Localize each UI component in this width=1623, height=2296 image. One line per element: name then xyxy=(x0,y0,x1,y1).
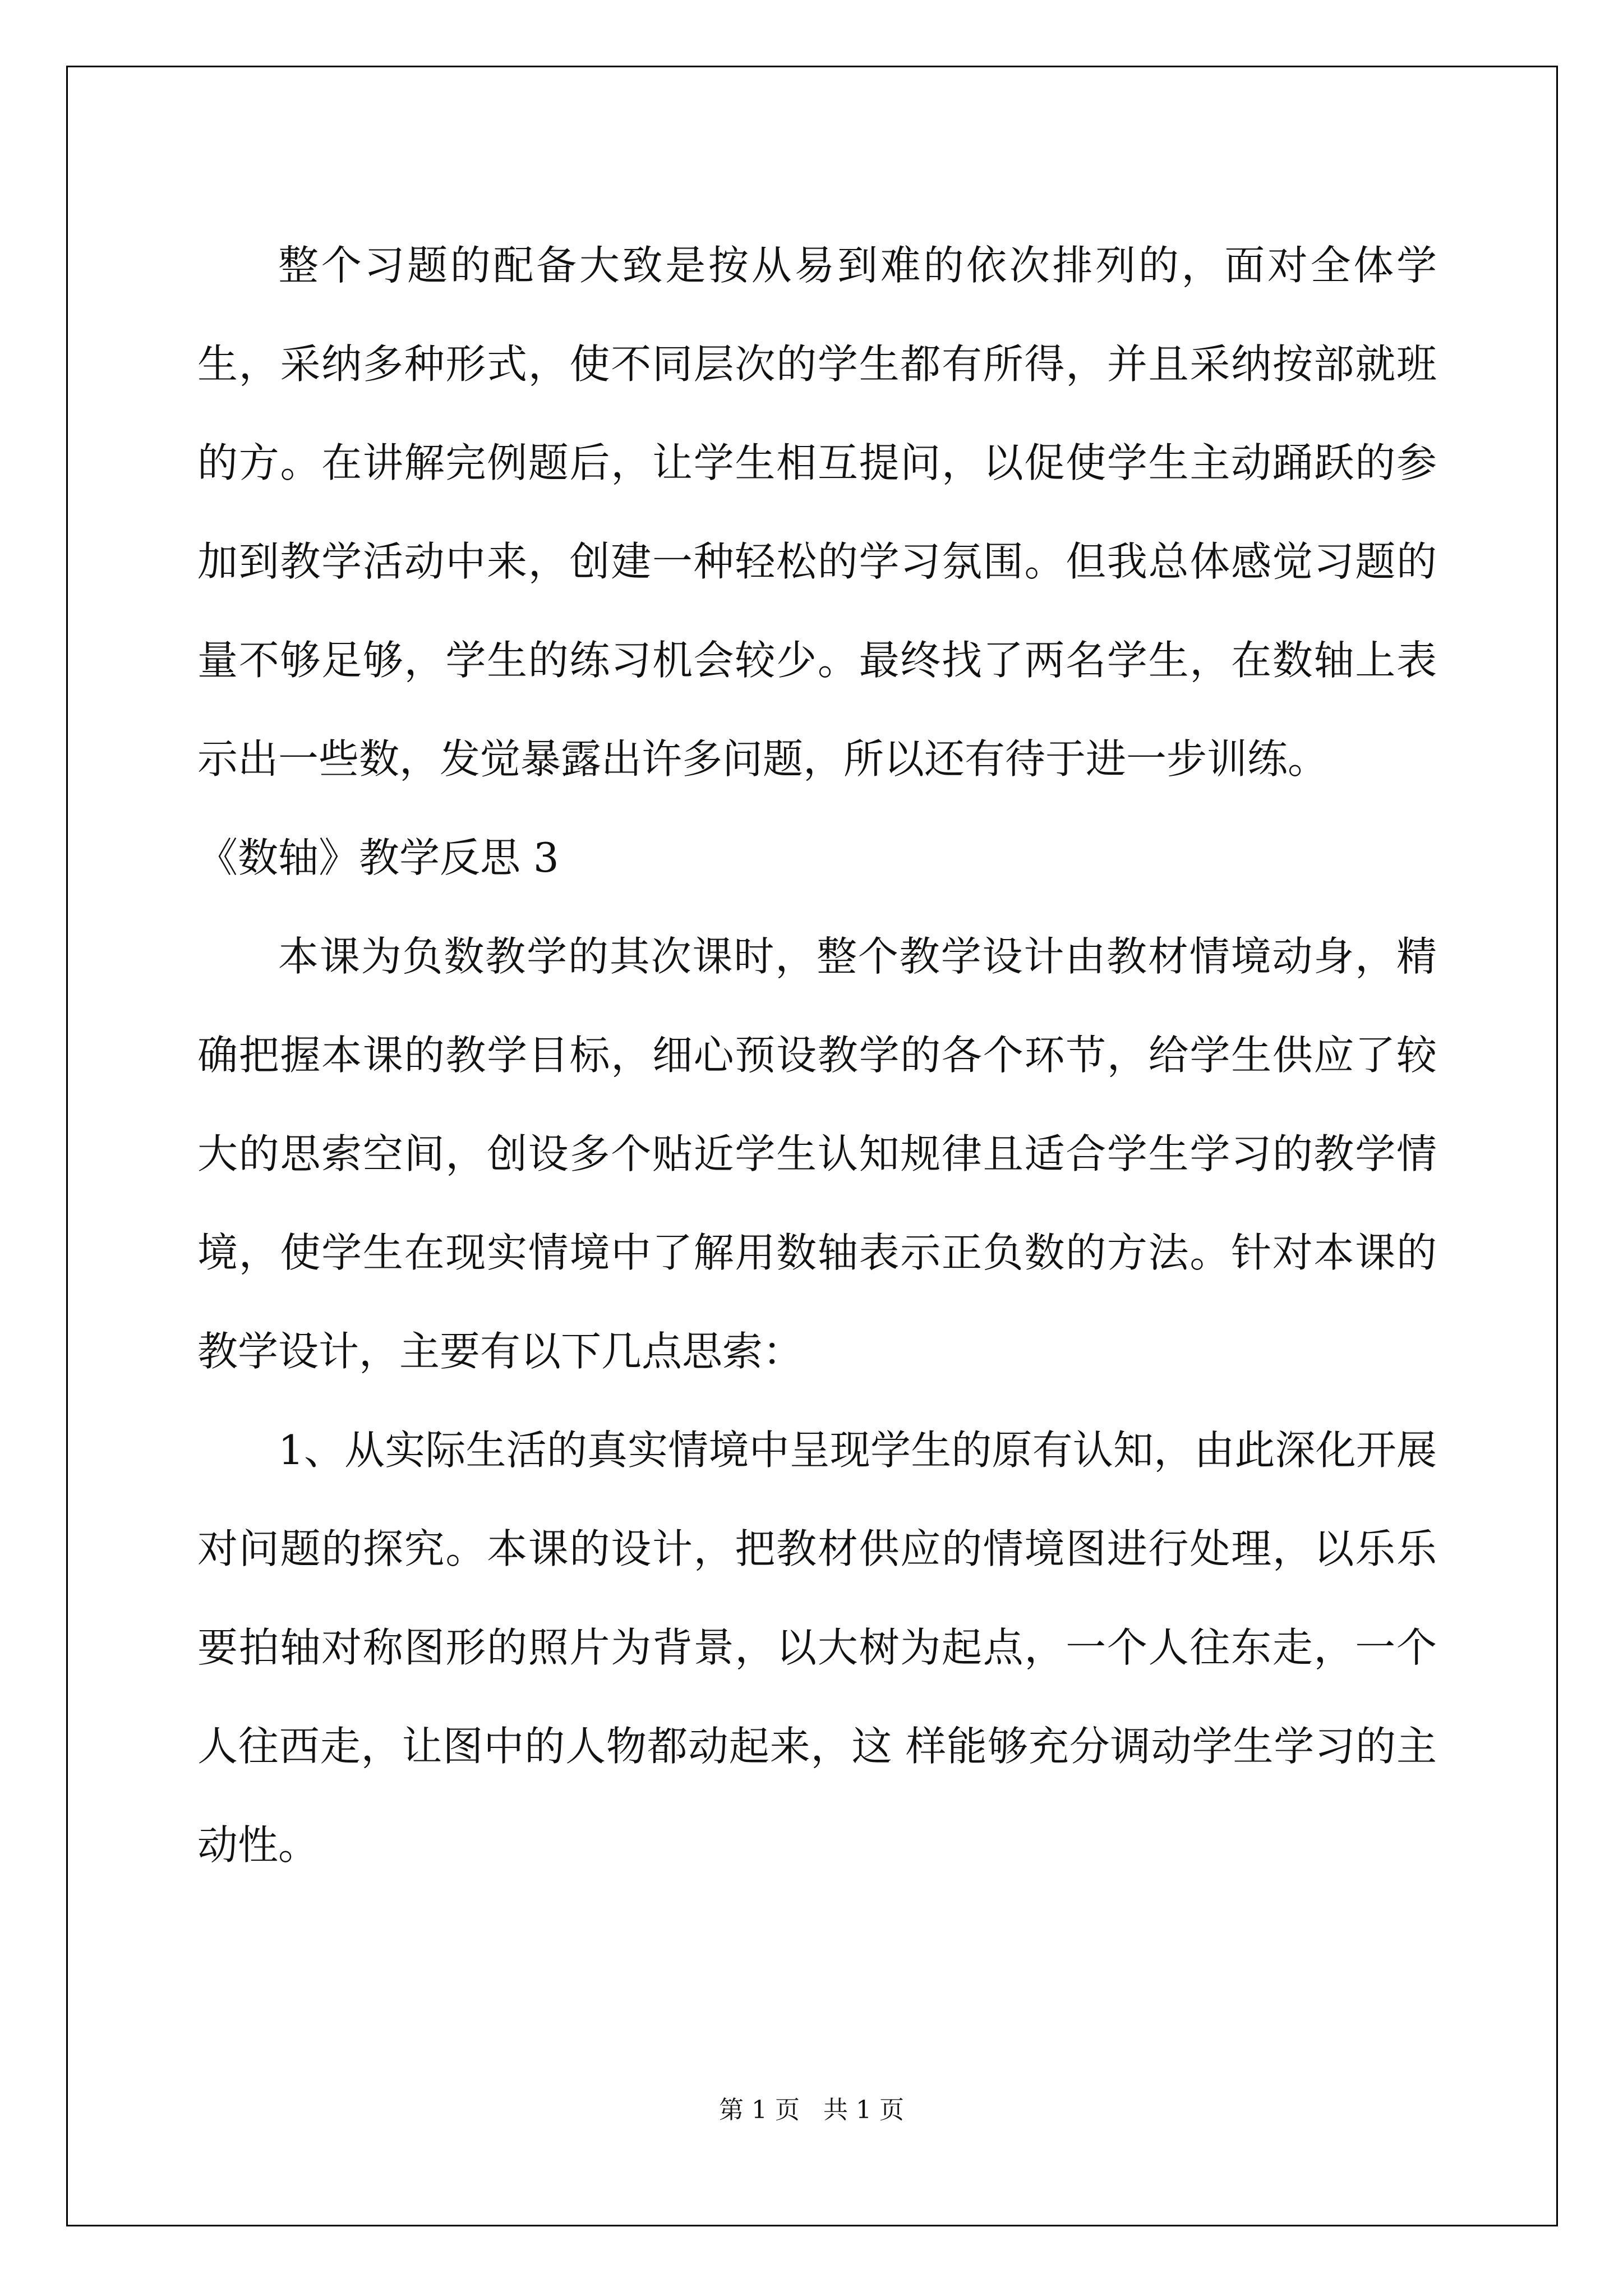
paragraph-lesson-design: 本课为负数教学的其次课时，整个教学设计由教材情境动身，精确把握本课的教学目标，细心预设教学的各个环节，给学生供应了较大的思索空间，创设多个贴近学生认知规律且适合学生学习的教学情境，使学生在现实情境中了解用数轴表示正负数的方法。针对本课的教学设计，主要有以下几点思索： xyxy=(197,933,1437,1375)
paragraph-exercise-arrangement: 整个习题的配备大致是按从易到难的依次排列的，面对全体学生，采纳多种形式，使不同层次的学生都有所得，并且采纳按部就班的方。在讲解完例题后，让学生相互提问，以促使学生主动踊跃的参加到教学活动中来，创建一种轻松的学习氛围。但我总体感觉习题的量不够足够，学生的练习机会较少。最终找了两名学生，在数轴上表示出一些数，发觉暴露出许多问题，所以还有待于进一步训练。 xyxy=(197,242,1437,783)
document-body xyxy=(197,216,1437,1894)
section-heading: 《数轴》教学反思 3 xyxy=(197,834,559,881)
paragraph-point-one: 1、从实际生活的真实情境中呈现学生的原有认知，由此深化开展对问题的探究。本课的设计，把教材供应的情境图进行处理，以乐乐要拍轴对称图形的照片为背景，以大树为起点，一个人往东走，一个人往西走，让图中的人物都动起来，这 样能够充分调动学生学习的主动性。 xyxy=(197,1427,1437,1869)
page-footer: 第 1 页 共 1 页 xyxy=(719,2096,904,2124)
